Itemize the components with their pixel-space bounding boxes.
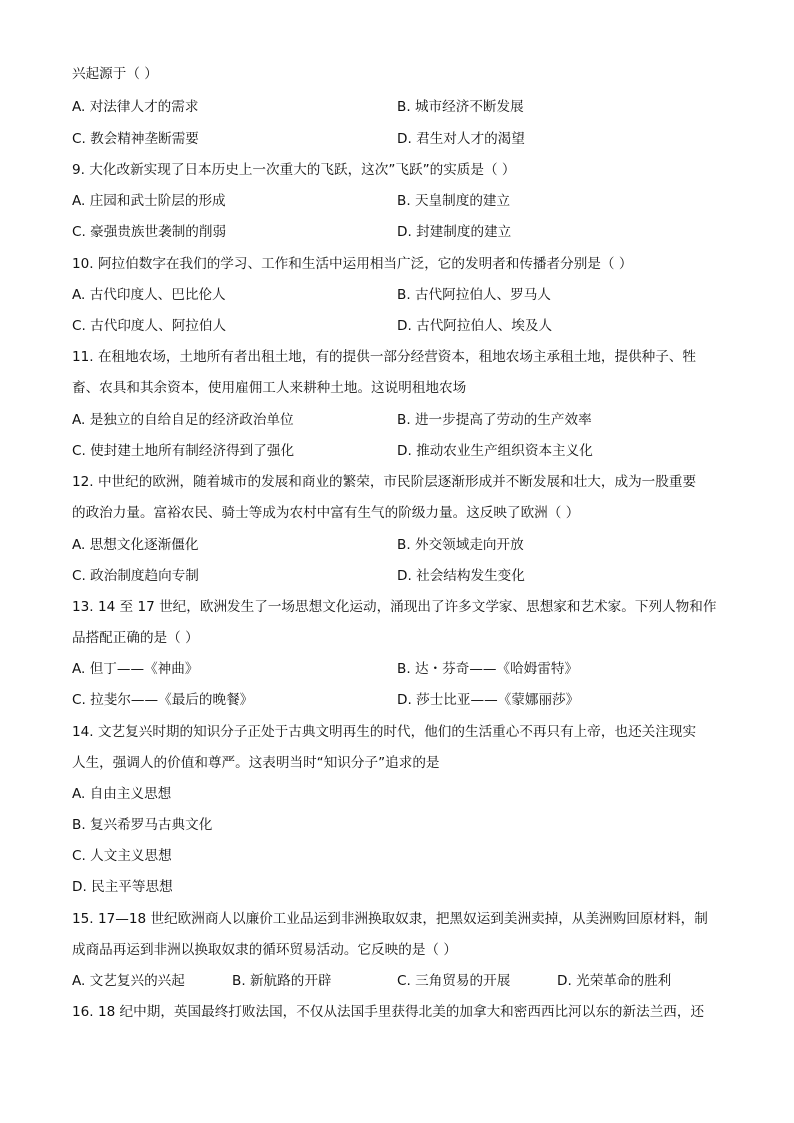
q8-stem-tail: 兴起源于（ ） <box>72 66 158 82</box>
q15-option-d: D. 光荣革命的胜利 <box>557 973 672 989</box>
q16-stem-line1: 16. 18 纪中期，英国最终打败法国，不仅从法国手里获得北美的加拿大和密西西比河以东的新法兰西，还 <box>72 1004 705 1020</box>
q13-option-a: A. 但丁——《神曲》 <box>72 661 199 677</box>
q11-option-a: A. 是独立的自给自足的经济政治单位 <box>72 412 294 428</box>
q8-option-a: A. 对法律人才的需求 <box>72 99 199 115</box>
q11-stem-line2: 畜、农具和其余资本，使用雇佣工人来耕种土地。这说明租地农场 <box>72 380 467 396</box>
q12-stem-line2: 的政治力量。富裕农民、骑士等成为农村中富有生气的阶级力量。这反映了欧洲（ ） <box>72 505 580 521</box>
q10-stem: 10. 阿拉伯数字在我们的学习、工作和生活中运用相当广泛，它的发明者和传播者分别是（ ） <box>72 256 633 272</box>
q15-stem-line1: 15. 17—18 世纪欧洲商人以廉价工业品运到非洲换取奴隶，把黑奴运到美洲卖掉，从美洲购回原材料，制 <box>72 911 708 927</box>
q12-option-b: B. 外交领域走向开放 <box>397 537 524 553</box>
q15-option-b: B. 新航路的开辟 <box>232 973 332 989</box>
q12-option-c: C. 政治制度趋向专制 <box>72 568 199 584</box>
q13-option-d: D. 莎士比亚——《蒙娜丽莎》 <box>397 692 580 708</box>
q14-stem-line2: 人生，强调人的价值和尊严。这表明当时“知识分子”追求的是 <box>72 755 440 771</box>
q8-option-c: C. 教会精神垄断需要 <box>72 131 199 147</box>
q14-stem-line1: 14. 文艺复兴时期的知识分子正处于古典文明再生的时代，他们的生活重心不再只有上帝，也还关注现实 <box>72 724 697 740</box>
q10-option-d: D. 古代阿拉伯人、埃及人 <box>397 318 553 334</box>
q9-option-c: C. 豪强贵族世袭制的削弱 <box>72 224 227 240</box>
q8-option-b: B. 城市经济不断发展 <box>397 99 524 115</box>
q11-option-c: C. 使封建土地所有制经济得到了强化 <box>72 443 295 459</box>
q12-option-d: D. 社会结构发生变化 <box>397 568 525 584</box>
q11-option-d: D. 推动农业生产组织资本主义化 <box>397 443 593 459</box>
q13-stem-line1: 13. 14 至 17 世纪，欧洲发生了一场思想文化运动，涌现出了许多文学家、思想家和艺术家。下列人物和作 <box>72 599 717 615</box>
q15-option-c: C. 三角贸易的开展 <box>397 973 511 989</box>
q9-option-a: A. 庄园和武士阶层的形成 <box>72 193 226 209</box>
q14-option-d: D. 民主平等思想 <box>72 879 173 895</box>
q10-option-a: A. 古代印度人、巴比伦人 <box>72 287 226 303</box>
q9-option-b: B. 天皇制度的建立 <box>397 193 511 209</box>
q12-stem-line1: 12. 中世纪的欧洲，随着城市的发展和商业的繁荣，市民阶层逐渐形成并不断发展和壮大，成为一股重要 <box>72 474 697 490</box>
q11-option-b: B. 进一步提高了劳动的生产效率 <box>397 412 592 428</box>
q10-option-b: B. 古代阿拉伯人、罗马人 <box>397 287 551 303</box>
q11-stem-line1: 11. 在租地农场，土地所有者出租土地，有的提供一部分经营资本，租地农场主承租土地，提供种子、牲 <box>72 349 697 365</box>
q14-option-a: A. 自由主义思想 <box>72 786 172 802</box>
q9-option-d: D. 封建制度的建立 <box>397 224 512 240</box>
q15-stem-line2: 成商品再运到非洲以换取奴隶的循环贸易活动。它反映的是（ ） <box>72 942 457 958</box>
q14-option-c: C. 人文主义思想 <box>72 848 172 864</box>
q8-option-d: D. 君生对人才的渴望 <box>397 131 525 147</box>
q13-option-b: B. 达・芬奇——《哈姆雷特》 <box>397 661 579 677</box>
q13-stem-line2: 品搭配正确的是（ ） <box>72 630 199 646</box>
q14-option-b: B. 复兴希罗马古典文化 <box>72 817 213 833</box>
q12-option-a: A. 思想文化逐渐僵化 <box>72 537 199 553</box>
q10-option-c: C. 古代印度人、阿拉伯人 <box>72 318 227 334</box>
q15-option-a: A. 文艺复兴的兴起 <box>72 973 185 989</box>
q9-stem: 9. 大化改新实现了日本历史上一次重大的飞跃，这次”飞跃”的实质是（ ） <box>72 162 516 178</box>
q13-option-c: C. 拉斐尔——《最后的晚餐》 <box>72 692 254 708</box>
